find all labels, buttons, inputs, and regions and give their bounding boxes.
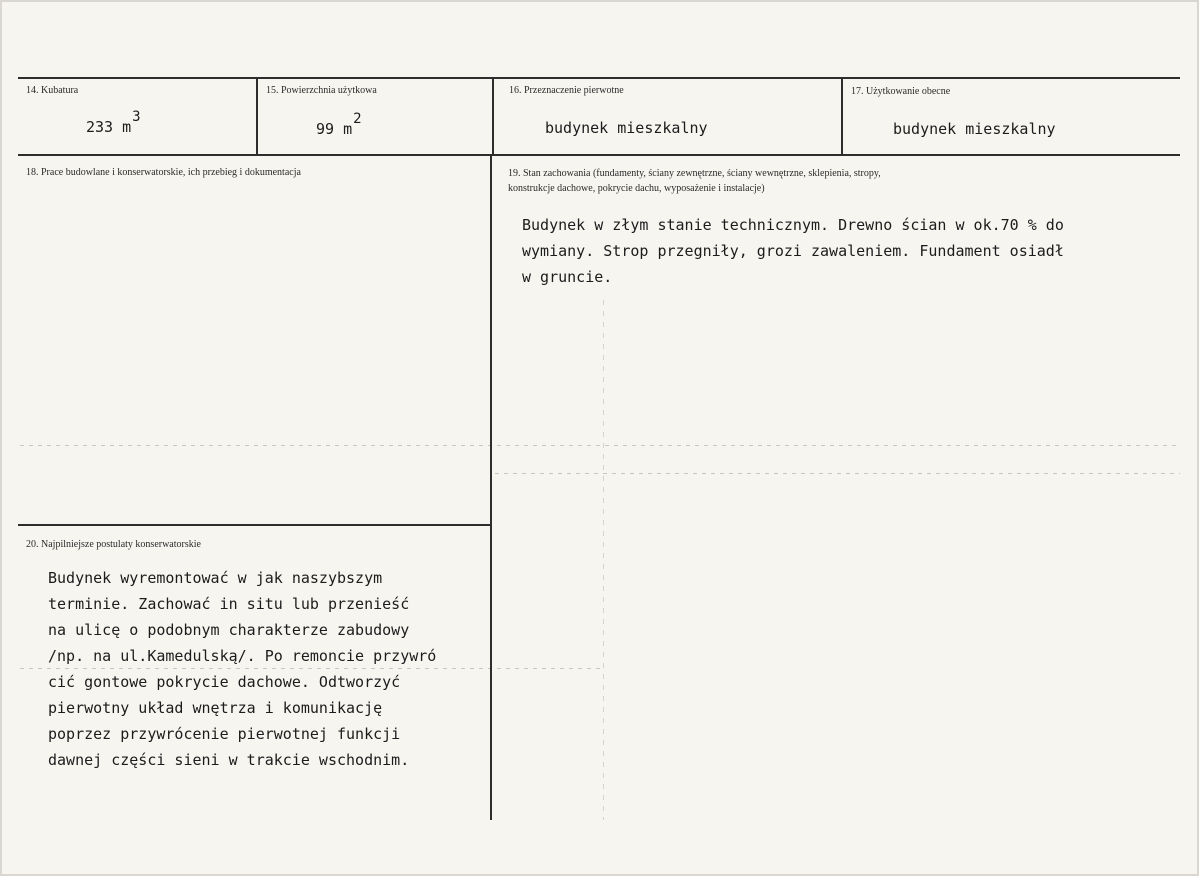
- field-16-value: budynek mieszkalny: [545, 119, 708, 137]
- field-20-label: 20. Najpilniejsze postulaty konserwatorskie: [26, 539, 201, 550]
- field-16-label: 16. Przeznaczenie pierwotne: [509, 85, 624, 96]
- text-line: dawnej części sieni w trakcie wschodnim.: [48, 751, 410, 769]
- text-line: cić gontowe pokrycie dachowe. Odtworzyć: [48, 673, 401, 691]
- field-18-label: 18. Prace budowlane i konserwatorskie, ich przebieg i dokumentacja: [26, 167, 301, 178]
- text-line: Budynek w złym stanie technicznym. Drewno ścian w ok.70 % do: [522, 216, 1064, 234]
- top-rule: [18, 77, 1180, 79]
- show-through-line: [20, 445, 1180, 446]
- column-divider: [841, 78, 843, 155]
- field-14-value: 233 m3: [86, 109, 141, 136]
- column-divider: [492, 78, 494, 155]
- field-17-value: budynek mieszkalny: [893, 120, 1056, 138]
- field-19-text: [522, 212, 1064, 290]
- row-divider: [18, 154, 1180, 156]
- column-divider: [256, 78, 258, 155]
- text-line: poprzez przywrócenie pierwotnej funkcji: [48, 725, 401, 743]
- show-through-line: [603, 300, 604, 820]
- field-14-label: 14. Kubatura: [26, 85, 79, 96]
- text-line: na ulicę o podobnym charakterze zabudowy: [48, 621, 410, 639]
- field-19-label-line1: 19. Stan zachowania (fundamenty, ściany zewnętrzne, ściany wewnętrzne, sklepienia, stropy,: [508, 168, 881, 179]
- field-17-label: 17. Użytkowanie obecne: [851, 86, 951, 97]
- text-line: wymiany. Strop przegniły, grozi zawaleniem. Fundament osiadł: [522, 242, 1064, 260]
- field-20-text: [48, 565, 436, 773]
- text-line: /np. na ul.Kamedulską/. Po remoncie przywró: [48, 647, 437, 665]
- text-line: w gruncie.: [522, 268, 613, 286]
- field-15-label: 15. Powierzchnia użytkowa: [266, 85, 377, 96]
- text-line: terminie. Zachować in situ lub przenieść: [48, 595, 410, 613]
- text-line: pierwotny układ wnętrza i komunikację: [48, 699, 383, 717]
- show-through-line: [495, 473, 1180, 474]
- column-divider: [490, 155, 492, 820]
- field-19-label-line2: konstrukcje dachowe, pokrycie dachu, wyposażenie i instalacje): [508, 183, 765, 194]
- text-line: Budynek wyremontować w jak naszybszym: [48, 569, 383, 587]
- section-divider: [18, 524, 490, 526]
- field-15-value: 99 m2: [316, 111, 362, 138]
